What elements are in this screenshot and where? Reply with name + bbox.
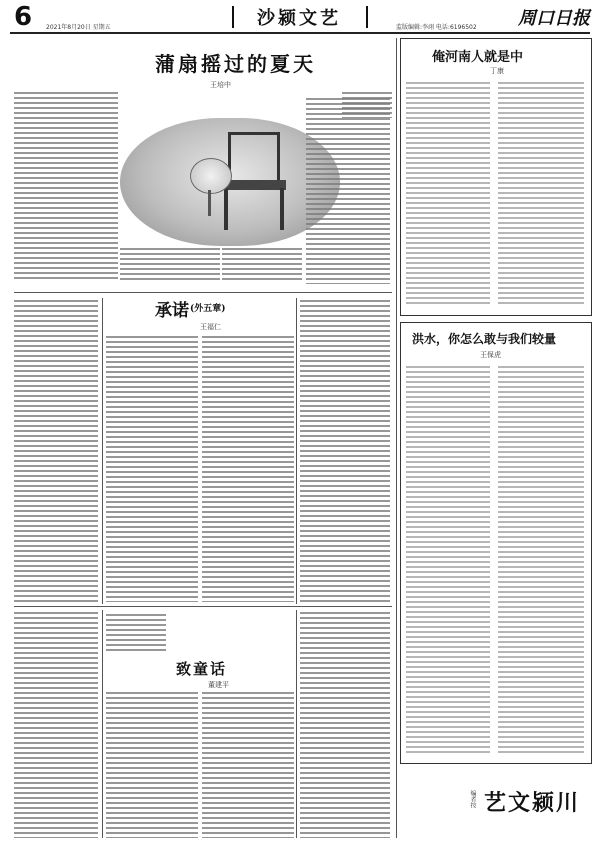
page-number: 6 (14, 2, 33, 32)
main-article-text-col2 (120, 248, 220, 282)
promise-text-col2 (202, 336, 294, 602)
right-top-text-col2 (498, 82, 584, 306)
column-divider (102, 610, 103, 838)
section-rule (14, 292, 392, 293)
left-column-text (14, 300, 98, 602)
childhood-top-text (106, 614, 166, 652)
column-logo (464, 768, 590, 838)
right-mid-title: 洪水，你怎么敢与我们较量 (412, 332, 557, 346)
main-article-text-col3 (222, 248, 302, 282)
column-divider (296, 610, 297, 838)
column-divider (296, 298, 297, 604)
promise-title-suffix: (外五章) (190, 304, 226, 314)
editor-line: 监版编辑:李翊 电话:6196502 (396, 24, 477, 31)
chair-leg (224, 188, 228, 230)
right-mid-text-col2 (498, 366, 584, 756)
right-top-author: 丁康 (490, 67, 504, 75)
column-logo-title: 艺文颍川 (484, 790, 581, 816)
header-rule (10, 32, 590, 34)
main-article-text-col1 (14, 92, 118, 282)
chair-icon (228, 132, 280, 185)
right-mid-text-col1 (406, 366, 490, 756)
left-bottom-text (14, 612, 98, 838)
right-top-title: 俺河南人就是中 (432, 50, 524, 65)
right-mid-author: 王保虎 (480, 351, 501, 359)
column-divider (396, 38, 397, 838)
childhood-text-col2 (202, 692, 294, 838)
promise-title: 承诺 (155, 301, 189, 321)
chair-leg (280, 188, 284, 230)
main-article-title: 蒲扇摇过的夏天 (155, 52, 316, 76)
newspaper-brand: 周口日报 (518, 8, 590, 29)
section-title: 沙颍文艺 (257, 8, 341, 29)
promise-text-col1 (106, 336, 198, 602)
cattail-fan-icon (190, 158, 232, 194)
fan-handle (208, 190, 211, 216)
childhood-title: 致童话 (176, 660, 228, 678)
column-divider (102, 298, 103, 604)
issue-date: 2021年8月20日 星期五 (46, 24, 111, 31)
childhood-text-col1 (106, 692, 198, 838)
main-article-author: 王培中 (210, 81, 231, 89)
right-top-text-col1 (406, 82, 490, 306)
promise-text-col3 (300, 300, 390, 602)
section-divider-right (366, 6, 368, 28)
section-divider-left (232, 6, 234, 28)
column-logo-side: 编者按 (469, 790, 476, 808)
section-rule (14, 606, 392, 607)
main-article-text-col4 (306, 98, 390, 284)
childhood-author: 董建平 (208, 681, 229, 689)
childhood-text-col3 (300, 612, 390, 838)
page-header (0, 0, 600, 36)
promise-author: 王福仁 (200, 323, 221, 331)
